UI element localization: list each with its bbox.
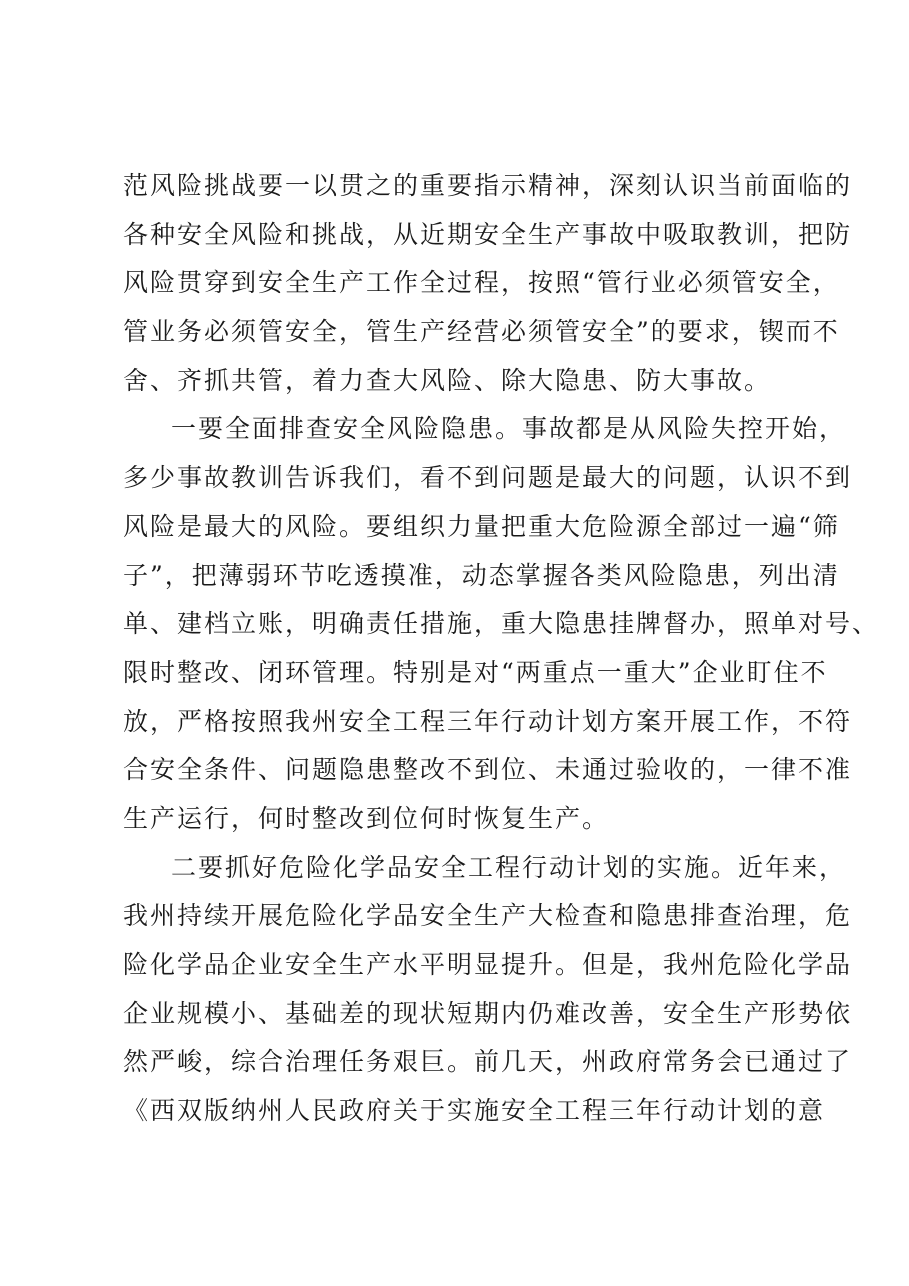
paragraph-2 [123,405,880,843]
text-line: 生产运行，何时整改到位何时恢复生产。 [123,803,610,833]
document-body [123,162,880,1136]
text-line: 然严峻，综合治理任务艰巨。前几天，州政府常务会已通过了 [123,1047,853,1077]
text-line: 一要全面排查安全风险隐患。事故都是从风险失控开始， [171,414,847,444]
text-line: 企业规模小、基础差的现状短期内仍难改善，安全生产形势依 [123,998,853,1028]
text-line: 险化学品企业安全生产水平明显提升。但是，我州危险化学品 [123,950,853,979]
text-line: 放，严格按照我州安全工程三年行动计划方案开展工作，不符 [123,706,853,736]
text-line: 《西双版纳州人民政府关于实施安全工程三年行动计划的意 [123,1096,826,1126]
text-line: 合安全条件、问题隐患整改不到位、未通过验收的，一律不准 [123,755,853,785]
text-line: 限时整改、闭环管理。特别是对“两重点一重大”企业盯住不 [123,657,828,687]
paragraph-3 [123,844,853,1136]
text-line: 管业务必须管安全，管生产经营必须管安全”的要求，锲而不 [123,317,840,347]
text-line: 我州持续开展危险化学品安全生产大检查和隐患排查治理，危 [123,901,853,931]
text-line: 风险贯穿到安全生产工作全过程，按照“管行业必须管安全， [123,268,840,298]
text-line: 子”，把薄弱环节吃透摸准，动态掌握各类风险隐患，列出清 [123,560,840,590]
text-line: 舍、齐抓共管，着力查大风险、除大隐患、防大事故。 [123,365,772,395]
text-line: 单、建档立账，明确责任措施，重大隐患挂牌督办，照单对号、 [123,609,880,639]
text-line: 各种安全风险和挑战，从近期安全生产事故中吸取教训，把防 [123,219,853,249]
text-line: 二要抓好危险化学品安全工程行动计划的实施。近年来， [171,852,847,882]
text-line: 范风险挑战要一以贯之的重要指示精神，深刻认识当前面临的 [123,171,853,200]
text-line: 风险是最大的风险。要组织力量把重大危险源全部过一遍“筛 [123,511,840,541]
text-line: 多少事故教训告诉我们，看不到问题是最大的问题，认识不到 [123,463,853,493]
paragraph-1 [123,162,853,405]
